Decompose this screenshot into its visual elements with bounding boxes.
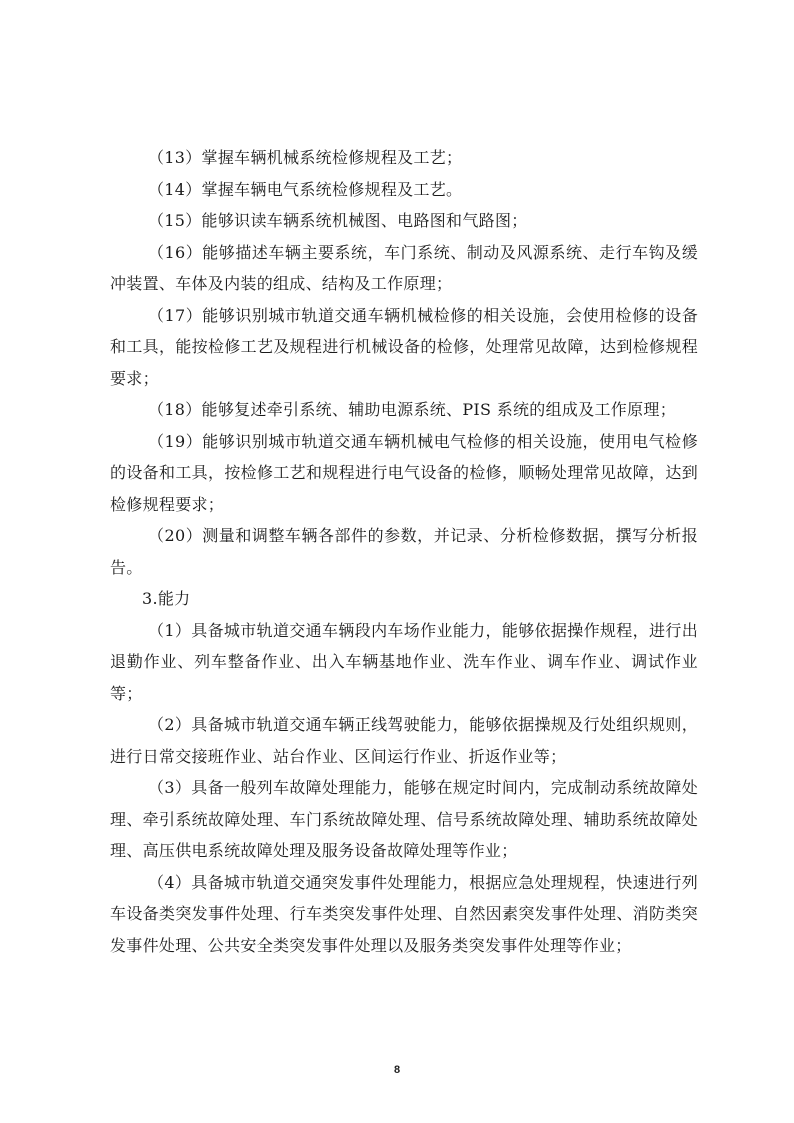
page-number: 8: [393, 1064, 401, 1076]
paragraph-item-16: （16）能够描述车辆主要系统，车门系统、制动及风源系统、走行车钩及缓冲装置、车体及内装的组成、结构及工作原理；: [110, 242, 698, 293]
ability-item-2: （2）具备城市轨道交通车辆正线驾驶能力，能够依据操规及行处组织规则，进行日常交接班作业、站台作业、区间运行作业、折返作业等；: [110, 715, 698, 766]
paragraph-item-13: （13）掌握车辆机械系统检修规程及工艺；: [148, 148, 463, 167]
paragraph-item-18: （18）能够复述牵引系统、辅助电源系统、PIS 系统的组成及工作原理；: [148, 400, 676, 419]
paragraph-item-15: （15）能够识读车辆系统机械图、电路图和气路图；: [148, 211, 528, 230]
paragraph-item-14: （14）掌握车辆电气系统检修规程及工艺。: [148, 179, 463, 199]
ability-item-4: （4）具备城市轨道交通突发事件处理能力，根据应急处理规程，快速进行列车设备类突发事件处理、行车类突发事件处理、自然因素突发事件处理、消防类突发事件处理、公共安全类突发事件处理以及服务类突发事件处理等作业；: [110, 872, 698, 955]
section-heading: 3.能力: [142, 589, 191, 608]
document-body: [110, 142, 698, 961]
paragraph-item-19: （19）能够识别城市轨道交通车辆机械电气检修的相关设施，使用电气检修的设备和工具，按检修工艺和规程进行电气设备的检修，顺畅处理常见故障，达到检修规程要求；: [110, 431, 698, 514]
ability-item-1: （1）具备城市轨道交通车辆段内车场作业能力，能够依据操作规程，进行出退勤作业、列车整备作业、出入车辆基地作业、洗车作业、调车作业、调试作业等；: [110, 620, 698, 703]
paragraph-item-20: （20）测量和调整车辆各部件的参数，并记录、分析检修数据，撰写分析报告。: [110, 526, 698, 577]
paragraph-item-17: （17）能够识别城市轨道交通车辆机械检修的相关设施，会使用检修的设备和工具，能按检修工艺及规程进行机械设备的检修，处理常见故障，达到检修规程要求；: [110, 305, 698, 388]
ability-item-3: （3）具备一般列车故障处理能力，能够在规定时间内，完成制动系统故障处理、牵引系统故障处理、车门系统故障处理、信号系统故障处理、辅助系统故障处理、高压供电系统故障处理及服务设备故障处理等作业；: [110, 778, 698, 860]
